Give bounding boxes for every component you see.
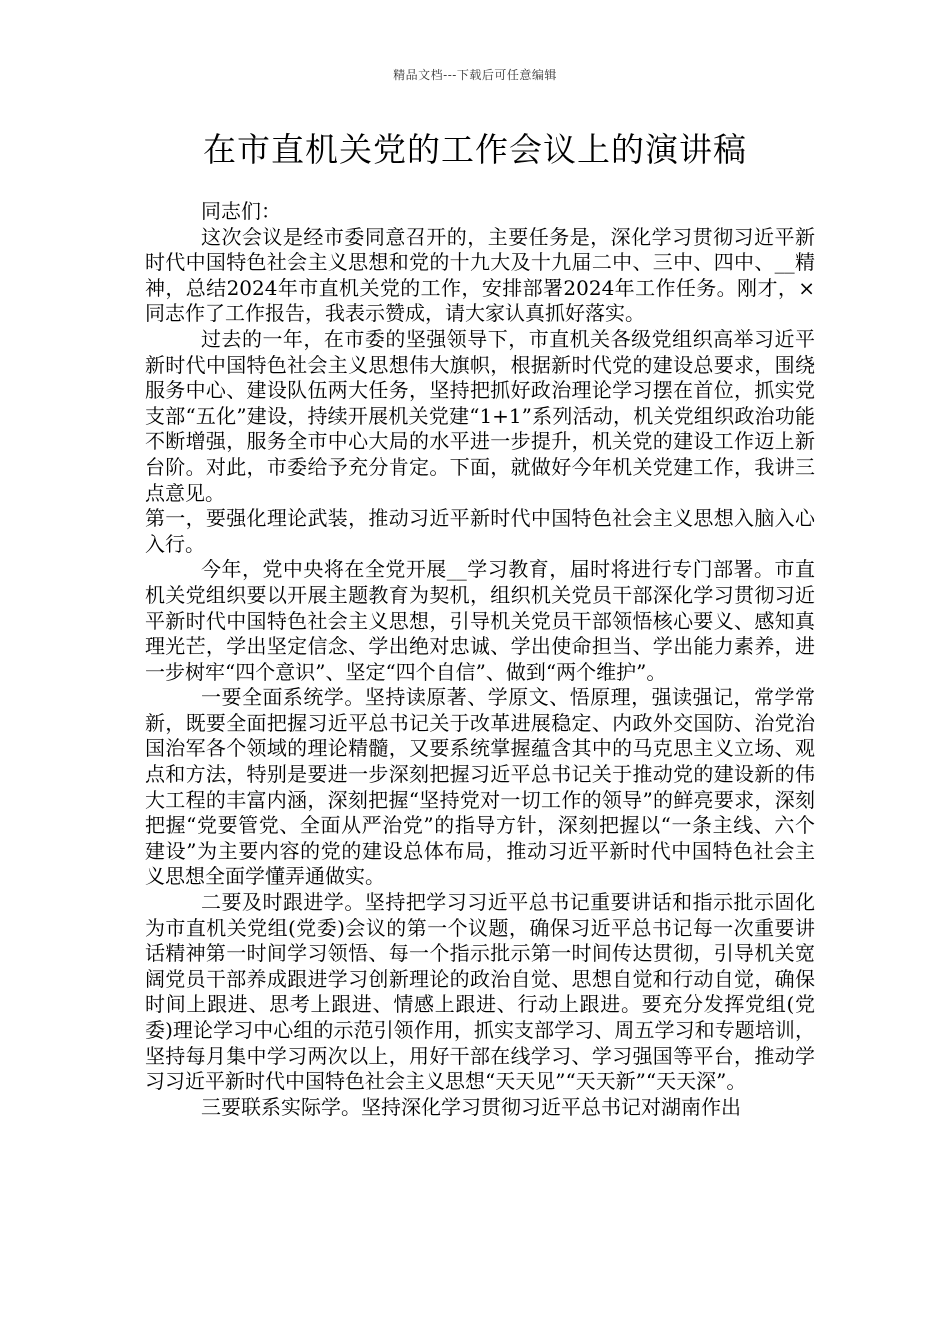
document-body [145, 199, 815, 1120]
document-title: 在市直机关党的工作会议上的演讲稿 [203, 130, 747, 169]
paragraph-point-2: 二要及时跟进学。坚持把学习习近平总书记重要讲话和指示批示固化为市直机关党组(党委)会议的第一个议题，确保习近平总书记每一次重要讲话精神第一时间学习领悟、每一个指示批示第一时间传达贯彻，引导机关宽阔党员干部养成跟进学习创新理论的政治自觉、思想自觉和行动自觉，确保时间上跟进、思考上跟进、情感上跟进、行动上跟进。要充分发挥党组(党委)理论学习中心组的示范引领作用，抓实支部学习、周五学习和专题培训，坚持每月集中学习两次以上，用好干部在线学习、学习强国等平台，推动学习习近平新时代中国特色社会主义思想“天天见”“天天新”“天天深”。 [145, 890, 815, 1094]
header-note: 精品文档---下载后可任意编辑 [393, 68, 557, 82]
salutation: 同志们： [201, 199, 281, 223]
paragraph-intro: 这次会议是经市委同意召开的，主要任务是，深化学习贯彻习近平新时代中国特色社会主义思想和党的十九大及十九届二中、三中、四中、__精神，总结2024年市直机关党的工作，安排部署2024年工作任务。刚才，×同志作了工作报告，我表示赞成，请大家认真抓好落实。 [145, 224, 815, 326]
paragraph-study-campaign: 今年，党中央将在全党开展__学习教育，届时将进行专门部署。市直机关党组织要以开展主题教育为契机，组织机关党员干部深化学习贯彻习近平新时代中国特色社会主义思想，引导机关党员干部领悟核心要义、感知真理光芒，学出坚定信念、学出绝对忠诚、学出使命担当、学出能力素养，进一步树牢“四个意识”、坚定“四个自信”、做到“两个维护”。 [145, 557, 815, 684]
section-heading-1: 第一，要强化理论武装，推动习近平新时代中国特色社会主义思想入脑入心入行。 [145, 506, 815, 556]
paragraph-point-3: 三要联系实际学。坚持深化学习贯彻习近平总书记对湖南作出 [201, 1094, 741, 1119]
paragraph-point-1: 一要全面系统学。坚持读原著、学原文、悟原理，强读强记，常学常新，既要全面把握习近平总书记关于改革进展稳定、内政外交国防、治党治国治军各个领域的理论精髓，又要系统掌握蕴含其中的马克思主义立场、观点和方法，特别是要进一步深刻把握习近平总书记关于推动党的建设新的伟大工程的丰富内涵，深刻把握“坚持党对一切工作的领导”的鲜亮要求，深刻把握“党要管党、全面从严治党”的指导方针，深刻把握以“一条主线、六个建设”为主要内容的党的建设总体布局，推动习近平新时代中国特色社会主义思想全面学懂弄通做实。 [145, 685, 815, 889]
paragraph-review: 过去的一年，在市委的坚强领导下，市直机关各级党组织高举习近平新时代中国特色社会主义思想伟大旗帜，根据新时代党的建设总要求，围绕服务中心、建设队伍两大任务，坚持把抓好政治理论学习摆在首位，抓实党支部“五化”建设，持续开展机关党建“1+1”系列活动，机关党组织政治功能不断增强，服务全市中心大局的水平进一步提升，机关党的建设工作迈上新台阶。对此，市委给予充分肯定。下面，就做好今年机关党建工作，我讲三点意见。 [145, 326, 815, 505]
